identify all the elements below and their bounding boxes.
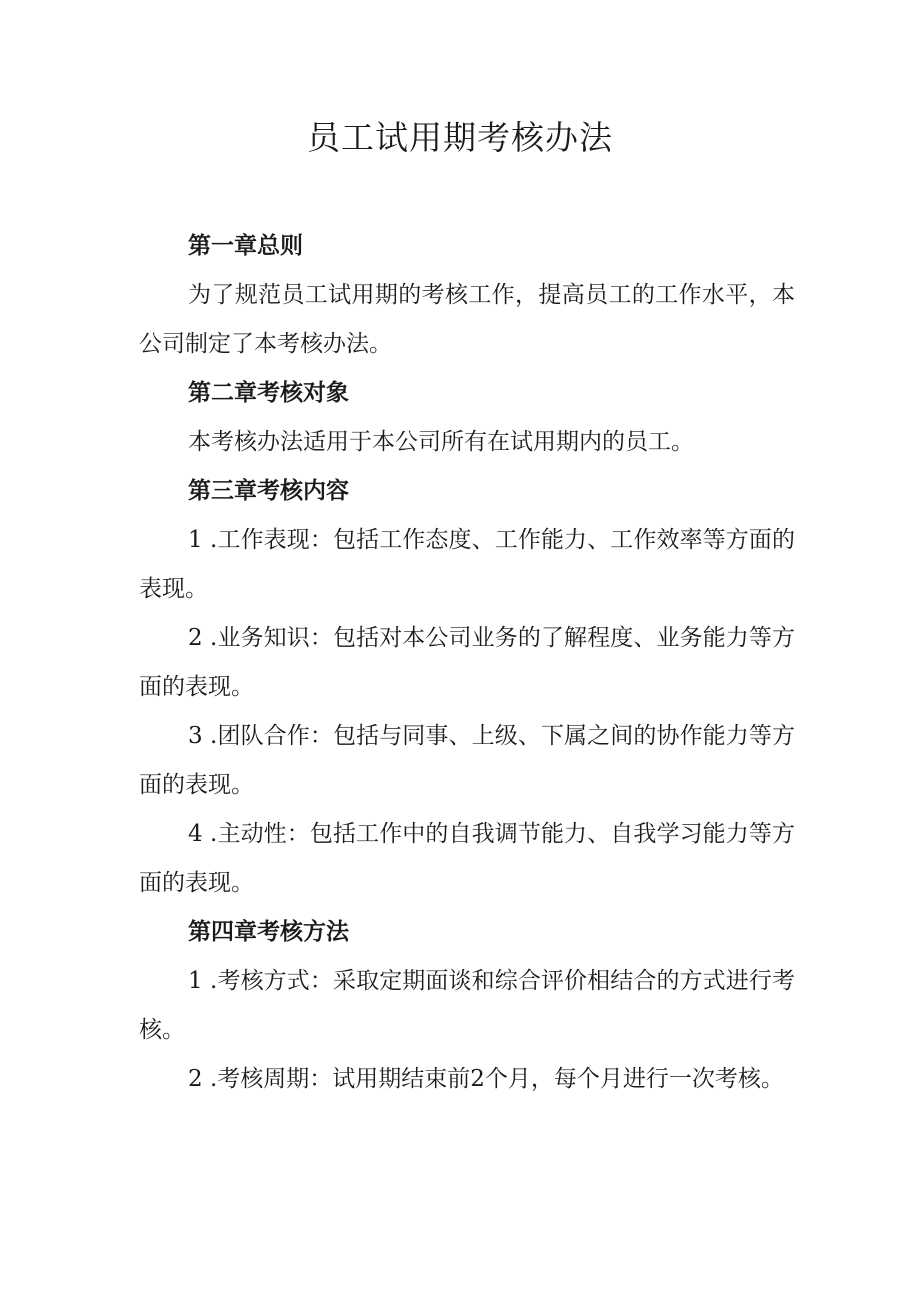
document-body (139, 222, 795, 1104)
chapter-heading-2: 第二章考核对象 (188, 380, 349, 406)
chapter-heading-3: 第三章考核内容 (188, 478, 349, 504)
chapter-heading-1: 第一章总则 (188, 233, 303, 259)
paragraph-3-1: 1 .工作表现：包括工作态度、工作能力、工作效率等方面的表现。 (139, 527, 795, 602)
document-title: 员工试用期考核办法 (307, 118, 613, 157)
paragraph-2-1: 本考核办法适用于本公司所有在试用期内的员工。 (188, 429, 694, 455)
paragraph-3-3: 3 .团队合作：包括与同事、上级、下属之间的协作能力等方面的表现。 (139, 723, 795, 798)
paragraph-3-4: 4 .主动性：包括工作中的自我调节能力、自我学习能力等方面的表现。 (139, 821, 795, 896)
paragraph-4-2: 2 .考核周期：试用期结束前2个月，每个月进行一次考核。 (188, 1066, 784, 1092)
paragraph-3-2: 2 .业务知识：包括对本公司业务的了解程度、业务能力等方面的表现。 (139, 625, 795, 700)
paragraph-4-1: 1 .考核方式：采取定期面谈和综合评价相结合的方式进行考核。 (139, 968, 795, 1043)
paragraph-1-1: 为了规范员工试用期的考核工作，提高员工的工作水平，本公司制定了本考核办法。 (139, 282, 795, 357)
chapter-heading-4: 第四章考核方法 (188, 919, 349, 945)
